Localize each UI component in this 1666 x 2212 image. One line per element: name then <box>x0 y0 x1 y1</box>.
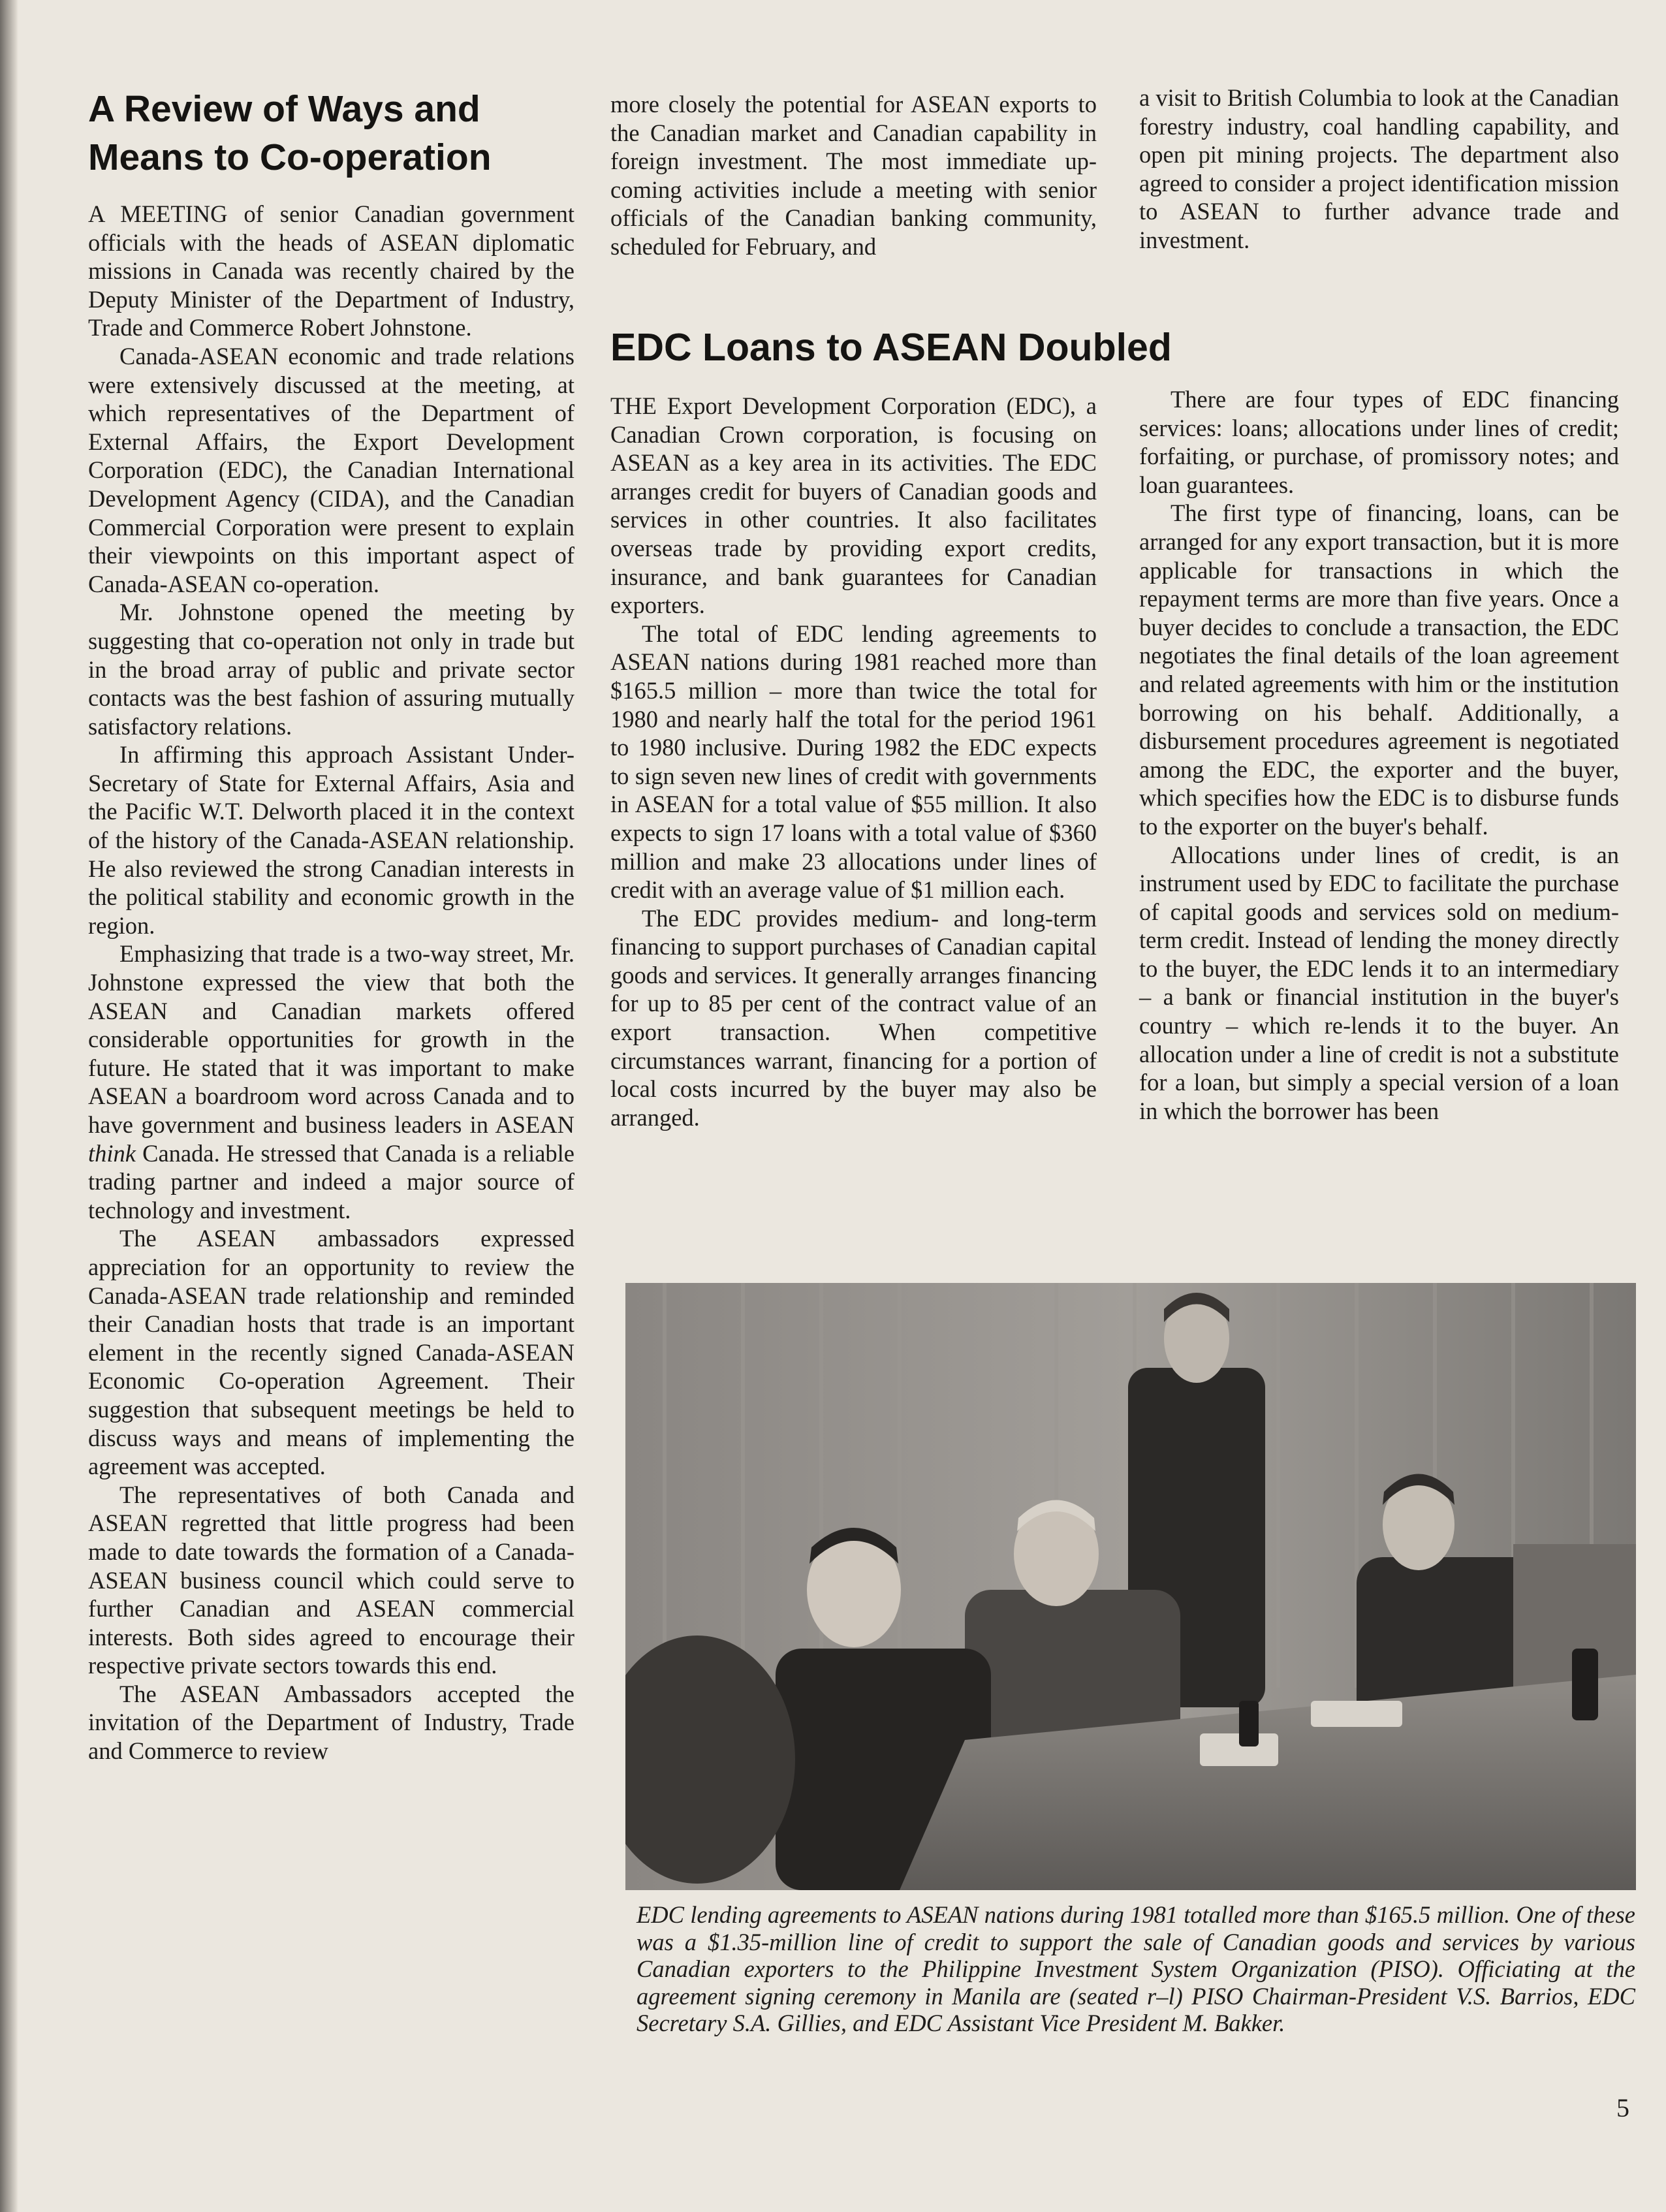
article1-continued-col2: more closely the potential for ASEAN exports to the Canadian market and Canadian capability in foreign investment. The most immediate up-coming activities include a meeting with senior officials of the Canadian banking community, scheduled for February, and <box>610 91 1097 260</box>
article1-continued-col3: a visit to British Columbia to look at the Canadian forestry industry, coal handling capability, and open pit mining projects. The department also agreed to consider a project identification mission to ASEAN to further advance trade and investment. <box>1139 84 1619 253</box>
article1-paragraph: In affirming this approach Assistant Under-Secretary of State for External Affairs, Asia and the Pacific W.T. Delworth placed it in the context of the history of the Canada-ASEAN relationship. He also reviewed the strong Canadian interests in the political stability and economic growth in the region. <box>88 741 574 939</box>
article2-title: EDC Loans to ASEAN Doubled <box>610 326 1172 369</box>
article2-paragraph: The EDC provides medium- and long-term financing to support purchases of Canadian capital goods and services. It generally arranges financing for up to 85 per cent of the contract value of an export transaction. When competitive circumstances warrant, financing for a portion of local costs incurred by the buyer may also be arranged. <box>610 904 1097 1131</box>
article2-paragraph: Allocations under lines of credit, is an instrument used by EDC to facilitate the purchase of capital goods and services sold on medium-term credit. Instead of lending the money directly to the buyer, the EDC lends it to an intermediary – a bank or financial institution in the buyer's country – which re-lends it to the buyer. An allocation under a line of credit is not a substitute for a loan, but simply a special version of a loan in which the borrower has been <box>1139 841 1619 1124</box>
article2-paragraph: The total of EDC lending agreements to ASEAN nations during 1981 reached more than $165.5 million – more than twice the total for 1980 and nearly half the total for the period 1961 to 1980 inclusive. During 1982 the EDC expects to sign seven new lines of credit with governments in ASEAN for a total value of $55 million. It also expects to sign 17 loans with a total value of $360 million and make 23 allocations under lines of credit with an average value of $1 million each. <box>610 620 1097 904</box>
article1-paragraph: A MEETING of senior Canadian government officials with the heads of ASEAN diplomatic missions in Canada was recently chaired by the Deputy Minister of the Department of Industry, Trade and Commerce Robert Johnstone. <box>88 200 574 341</box>
photo-illustration <box>625 1283 1636 1890</box>
article2-paragraph: THE Export Development Corporation (EDC), a Canadian Crown corporation, is focusing on ASEAN as a key area in its activities. The EDC arranges credit for buyers of Canadian goods and services in other countries. It also facilitates overseas trade by providing export credits, insurance, and bank guarantees for Canadian exporters. <box>610 392 1097 619</box>
article1-paragraph: The representatives of both Canada and ASEAN regretted that little progress had been made to date towards the formation of a Canada-ASEAN business council which could serve to further Canadian and ASEAN commercial interests. Both sides agreed to encourage their respective private sectors towards this end. <box>88 1481 574 1679</box>
article1-column-1 <box>88 85 574 1765</box>
article1-body <box>88 200 574 1765</box>
article2-paragraph: There are four types of EDC financing services: loans; allocations under lines of credit; forfaiting, or purchase, of promissory notes; and loan guarantees. <box>1139 386 1619 498</box>
article2-column-left <box>610 392 1097 1131</box>
article1-column-3 <box>1139 84 1619 255</box>
article1-paragraph: The ASEAN Ambassadors accepted the invitation of the Department of Industry, Trade and Commerce to review <box>88 1680 574 1765</box>
emph-before: Emphasizing that trade is a two-way street, Mr. Johnstone expressed the view that both the ASEAN and Canadian markets offered considerable opportunities for growth in the future. He stated that it was important to make ASEAN a boardroom word across Canada and to have government and business leaders in ASEAN <box>88 940 574 1138</box>
emph-after: Canada. He stressed that Canada is a reliable trading partner and indeed a major source of technology and investment. <box>88 1139 574 1224</box>
signing-ceremony-photo <box>625 1283 1636 1890</box>
article1-paragraph: Mr. Johnstone opened the meeting by suggesting that co-operation not only in trade but in the broad array of public and private sector contacts was the best fashion of assuring mutually satisfactory relations. <box>88 599 574 740</box>
photo-caption: EDC lending agreements to ASEAN nations during 1981 totalled more than $165.5 million. One of these was a $1.35-million line of credit to support the sale of Canadian goods and services by various Canadian exporters to the Philippine Investment System Organization (PISO). Officiating at the agreement signing ceremony in Manila are (seated r–l) PISO Chairman-President V.S. Barrios, EDC Secretary S.A. Gillies, and EDC Assistant Vice President M. Bakker. <box>637 1901 1635 2036</box>
emph-word: think <box>88 1139 136 1167</box>
article1-title: A Review of Ways and Means to Co-operation <box>88 88 492 178</box>
page-spine-shadow <box>0 0 18 2212</box>
article2-column-right <box>1139 385 1619 1125</box>
article1-column-2 <box>610 90 1097 261</box>
article1-paragraph: Canada-ASEAN economic and trade relations were extensively discussed at the meeting, at which representatives of the Department of External Affairs, the Export Development Corporation (EDC), the Canadian International Development Agency (CIDA), and the Canadian Commercial Corporation were present to explain their viewpoints on this important aspect of Canada-ASEAN co-operation. <box>88 342 574 597</box>
article2-paragraph: The first type of financing, loans, can be arranged for any export transaction, but it is more applicable for transactions in which the repayment terms are more than five years. Once a buyer decides to conclude a transaction, the EDC negotiates the final details of the loan agreement and related agreements with him or the institution borrowing on his behalf. Additionally, a disbursement procedures agreement is negotiated among the EDC, the exporter and the buyer, which specifies how the EDC is to disburse funds to the exporter on the buyer's behalf. <box>1139 499 1619 840</box>
article1-paragraph-emphasis <box>88 940 574 1224</box>
article1-paragraph: The ASEAN ambassadors expressed appreciation for an opportunity to review the Canada-ASEAN trade relationship and reminded their Canadian hosts that trade is an important element in the recently signed Canada-ASEAN Economic Co-operation Agreement. Their suggestion that subsequent meetings be held to discuss ways and means of implementing the agreement was accepted. <box>88 1225 574 1480</box>
page-number: 5 <box>1616 2093 1629 2123</box>
